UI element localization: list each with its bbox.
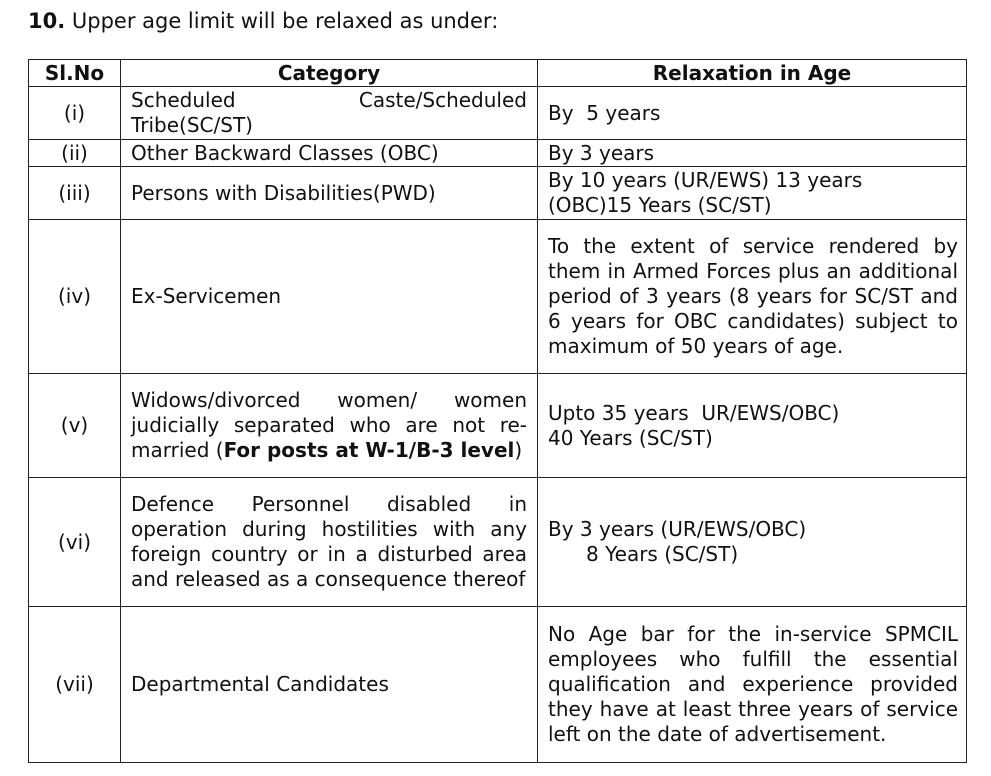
section-number: 10. <box>28 9 66 33</box>
row-relaxation-line: 8 Years (SC/ST) <box>586 542 739 566</box>
table-row <box>29 374 967 478</box>
row-sl-no: (vi) <box>29 478 121 607</box>
row-sl-no: (ii) <box>29 140 121 167</box>
header-category: Category <box>121 60 538 87</box>
row-relaxation <box>538 374 967 478</box>
row-sl-no: (iii) <box>29 167 121 220</box>
age-relaxation-table <box>28 59 967 763</box>
row-relaxation-line: (OBC)15 Years (SC/ST) <box>548 193 772 217</box>
header-sl-no: Sl.No <box>29 60 121 87</box>
row-category-text: Widows/divorced women/ women judicially separated who are not re-married ( <box>131 388 527 462</box>
row-relaxation: By 5 years <box>538 87 967 140</box>
row-category: Departmental Candidates <box>121 607 538 763</box>
row-category: Persons with Disabilities(PWD) <box>121 167 538 220</box>
header-relaxation: Relaxation in Age <box>538 60 967 87</box>
row-sl-no: (v) <box>29 374 121 478</box>
table-row <box>29 140 967 167</box>
row-relaxation-line: 40 Years (SC/ST) <box>548 425 713 450</box>
row-category-end: ) <box>514 438 523 462</box>
table-row <box>29 607 967 763</box>
row-category <box>121 374 538 478</box>
row-relaxation: By 3 years <box>538 140 967 167</box>
row-category: Other Backward Classes (OBC) <box>121 140 538 167</box>
row-category: Defence Personnel disabled in operation during hostilities with any foreign country or in a disturbed area and released as a consequence thereof <box>121 478 538 607</box>
row-relaxation: To the extent of service rendered by them in Armed Forces plus an additional period of 3 years (8 years for SC/ST and 6 years for OBC candidates) subject to maximum of 50 years of age. <box>538 220 967 374</box>
row-sl-no: (vii) <box>29 607 121 763</box>
row-category <box>121 87 538 140</box>
section-heading <box>28 6 498 36</box>
section-heading-text: Upper age limit will be relaxed as under: <box>65 9 499 33</box>
row-relaxation <box>538 167 967 220</box>
row-sl-no: (iv) <box>29 220 121 374</box>
header-row <box>29 60 967 87</box>
row-category-line: Scheduled Caste/Scheduled <box>131 88 527 112</box>
row-sl-no: (i) <box>29 87 121 140</box>
row-relaxation-line: By 10 years (UR/EWS) 13 years <box>548 168 863 192</box>
row-relaxation <box>538 478 967 607</box>
row-category-bold: For posts at W-1/B-3 level <box>223 438 515 462</box>
row-relaxation-line: By 3 years (UR/EWS/OBC) <box>548 517 807 541</box>
row-relaxation-line: Upto 35 years UR/EWS/OBC) <box>548 400 840 425</box>
table-row <box>29 87 967 140</box>
table-row <box>29 220 967 374</box>
table-row <box>29 167 967 220</box>
table-row <box>29 478 967 607</box>
row-category: Ex-Servicemen <box>121 220 538 374</box>
row-relaxation: No Age bar for the in-service SPMCIL employees who fulfill the essential qualification and experience provided they have at least three years of service left on the date of advertisement. <box>538 607 967 763</box>
row-category-line: Tribe(SC/ST) <box>131 113 253 137</box>
